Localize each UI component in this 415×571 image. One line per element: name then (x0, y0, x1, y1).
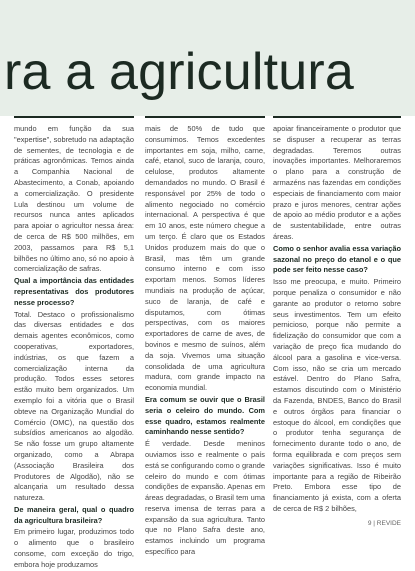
interview-question: Era comum se ouvir que o Brasil seria o celeiro do mundo. Com esse quadro, estamos realmente caminhando nesse sentido? (145, 394, 265, 437)
paragraph: mundo em função da sua "expertise", sobretudo na adaptação de sementes, de tecnologia e de práticas agronômicas. Temos ainda a Companhia Nacional de Abastecimento, a Conab, apoiando a comercialização. O presidente Lula destinou um volume de recursos nunca antes aplicados para apoiar o agricultor nessa área: de cerca de R$ 500 milhões, em 2003, passamos para R$ 5,1 bilhões no último ano, só no apoio à comercialização de safras. (14, 124, 134, 274)
text-column-1 (14, 124, 134, 571)
interview-question: Qual a importância das entidades representativas dos produtores nesse processo? (14, 276, 134, 307)
page-footer: 9 | REVIDE (367, 520, 401, 527)
text-column-3 (273, 124, 401, 515)
paragraph: apoiar financeiramente o produtor que se dispuser a recuperar as terras degradadas. Teremos outras inovações importantes. Melhoraremos o plano para a construção de armazéns nas fazendas em condições especiais de financiamento com maior prazo e juros menores, centrar ações de apoio ao médio produtor e a ações de sustentabilidade, entre outras áreas. (273, 124, 401, 241)
interview-question: De maneira geral, qual o quadro da agricultura brasileira? (14, 504, 134, 525)
column-rule-1 (14, 116, 134, 118)
column-rule-3 (273, 116, 401, 118)
paragraph: Isso me preocupa, e muito. Primeiro porque penaliza o consumidor e não garante ao produtor o retorno sobre seus investimentos. Tem um efeito perniciosо, porque não permite a fidelização do consumidor que com a variação de preço fica mudando do álcool para a gasolina e vice-versa. Com isso, não se cria um mercado estável. Dentro do Plano Safra, estamos discutindo com o Ministério da Fazenda, BNDES, Banco do Brasil e outros órgãos para financiar o estoque do álcool, em condições que o produtor tenha segurança de fornecimento durante todo o ano, de forma equilibrada e com preços sem variações significativas. Isso é muito importante para a região de Ribeirão Preto. Embora esse tipo de financiamento já exista, com a oferta de cerca de R$ 2 bilhões, (273, 277, 401, 513)
interview-question: Como o senhor avalia essa variação sazonal no preço do etanol e o que pode ser feito nesse caso? (273, 243, 401, 275)
article-headline: ra a agricultura (4, 43, 355, 101)
paragraph: mais de 50% de tudo que consumimos. Temos excedentes importantes em soja, milho, carne, café, etanol, suco de laranja, couro, celulose, produtos altamente demandados no mundo. O Brasil é responsável por 25% de todo o alimento negociado no comércio internacional. A perspectiva é que em 10 anos, este número chegue a um terço. É claro que os Estados Unidos produzem mais do que o Brasil, mas têm um grande consumo interno e com isso exportam menos. Somos líderes mundiais na produção de açúcar, suco de laranja, de café e disputamos, com ótimas perspectivas, com os maiores exportadores de carne de aves, de bovinos e mesmo de suínos, além da soja. Vivemos uma situação consolidada de uma agricultura madura, com grande impacto na economia mundial. (145, 124, 265, 393)
paragraph: Total. Destaco o profissionalismo das diversas entidades e dos demais agentes econômicos, como cooperativas, exportadores, indústrias, os que fazem a comercialização interna da produção. Todos esses setores estão muito bem organizados. Um exemplo foi a vitória que o Brasil obteve na Organização Mundial do Comércio (OMC), na questão dos subsídios americanos ao algodão. Se não fosse um grupo altamente organizado, como a Abrapa (Associação Brasileira dos Produtores de Algodão), não se alcançaria um resultado dessa natureza. (14, 309, 134, 503)
text-column-2 (145, 124, 265, 558)
paragraph: Em primeiro lugar, produzimos todo o alimento que o brasileiro consome, com exceção do trigo, embora hoje produzamos (14, 527, 134, 569)
paragraph: É verdade. Desde meninos ouviamos isso e realmente o país está se configurando como o grande celeiro do mundo e com ótimas condições de expansão. Apenas em áreas degradadas, o Brasil tem uma reserva imensa de terras para a expansão da sua agricultura. Tanto que no Plano Safra deste ano, estamos incluindo um programa específico para (145, 439, 265, 557)
column-rule-2 (145, 116, 265, 118)
